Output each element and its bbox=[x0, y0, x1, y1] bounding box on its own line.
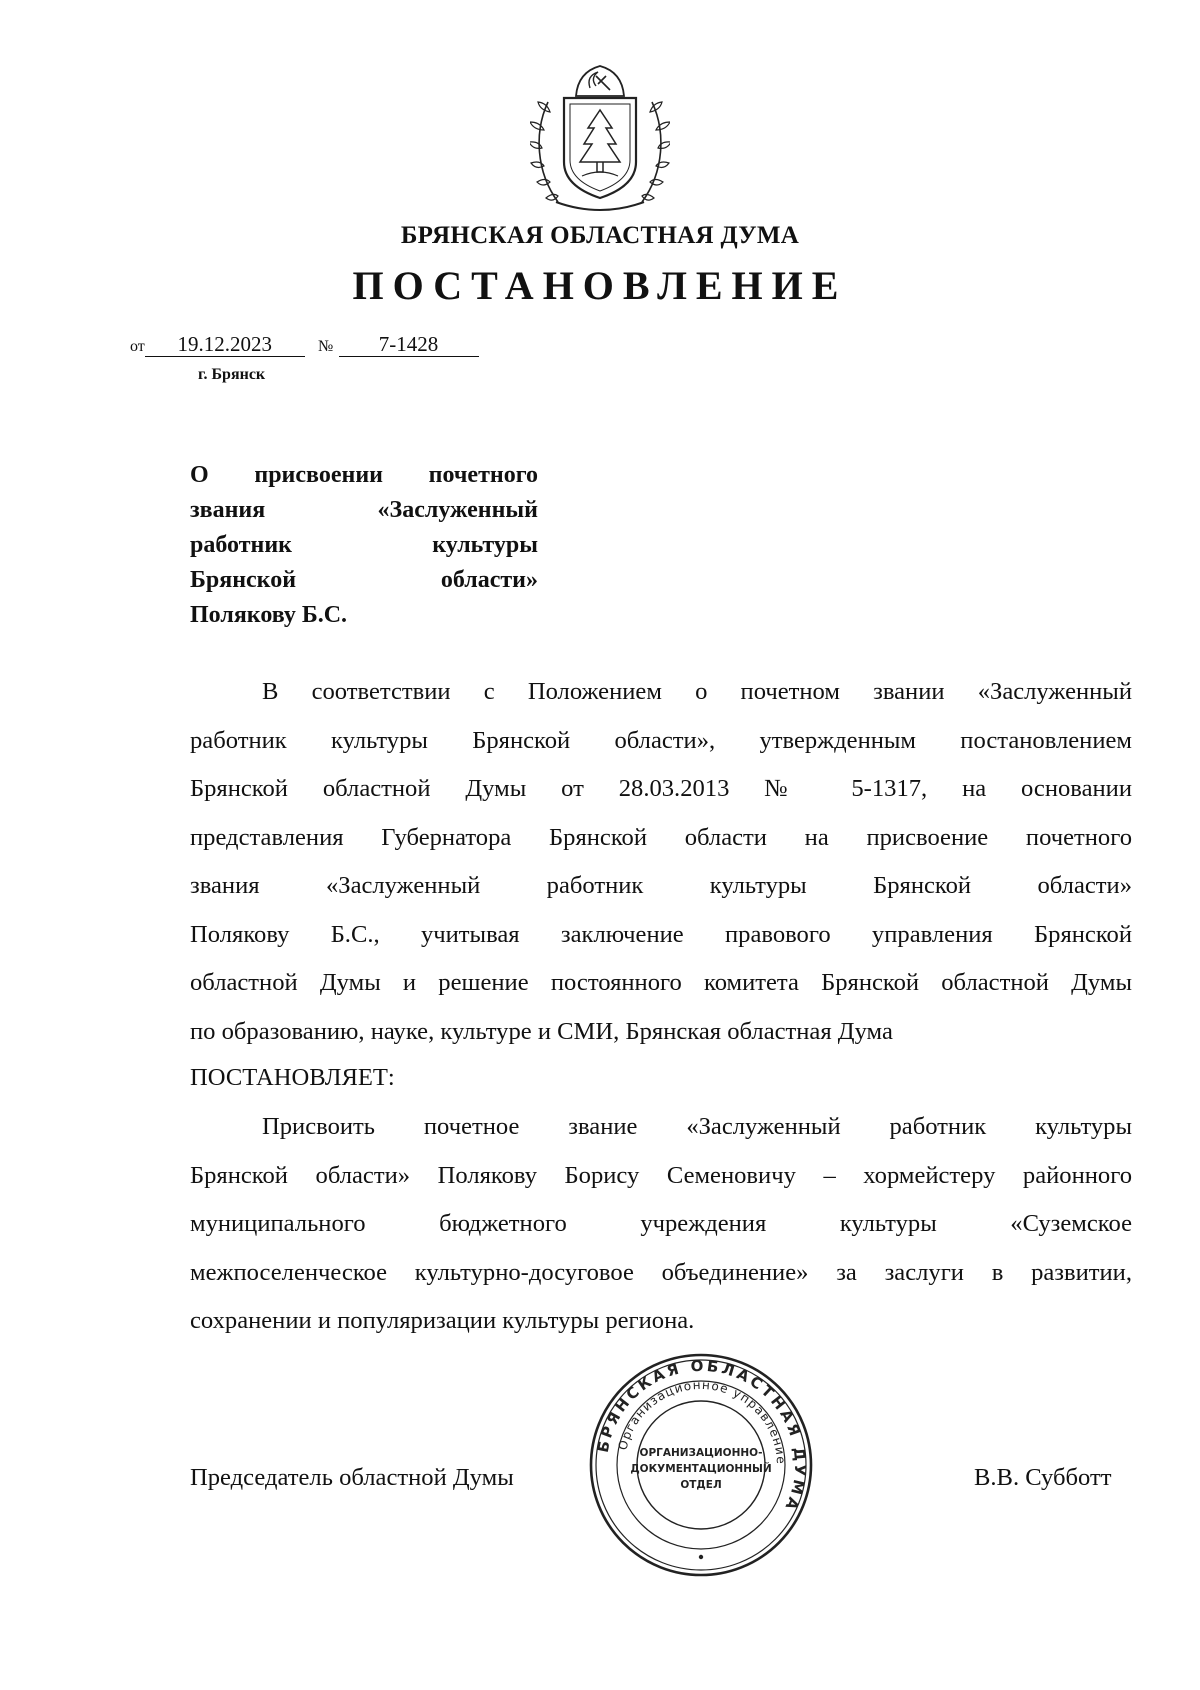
organization-name: БРЯНСКАЯ ОБЛАСТНАЯ ДУМА bbox=[400, 222, 800, 249]
signer-name: В.В. Субботт bbox=[974, 1464, 1112, 1491]
body-line: областной Думы и решение постоянного комитета Брянской областной Думы bbox=[190, 969, 1132, 996]
seal-star-dot bbox=[699, 1555, 703, 1559]
subject-line: звания «Заслуженный bbox=[190, 497, 538, 523]
city-label: г. Брянск bbox=[198, 366, 266, 383]
body-line: по образованию, науке, культуре и СМИ, Брянская областная Дума bbox=[190, 1017, 893, 1045]
body-paragraph-basis bbox=[190, 668, 1132, 1056]
subject-line: работник культуры bbox=[190, 532, 538, 558]
seal-center-line: ОРГАНИЗАЦИОННО- bbox=[639, 1447, 763, 1459]
body-line: межпоселенческое культурно-досуговое объединение» за заслуги в развитии, bbox=[190, 1258, 1132, 1286]
body-line: Полякову Б.С., учитывая заключение правового управления Брянской bbox=[190, 920, 1132, 948]
seal-outer-text: БРЯНСКАЯ ОБЛАСТНАЯ ДУМА bbox=[593, 1356, 810, 1516]
signer-position: Председатель областной Думы bbox=[190, 1464, 514, 1491]
date-prefix: от bbox=[130, 338, 145, 355]
body-line: В соответствии с Положением о почетном звании «Заслуженный bbox=[262, 678, 1132, 705]
document-date: 19.12.2023 bbox=[145, 332, 305, 357]
resolve-word: ПОСТАНОВЛЯЕТ: bbox=[190, 1064, 395, 1091]
seal-center-line: ДОКУМЕНТАЦИОННЫЙ bbox=[630, 1463, 772, 1475]
body-line: муниципального бюджетного учреждения культуры «Суземское bbox=[190, 1210, 1132, 1237]
seal-middle-text: Организационное управление bbox=[615, 1377, 789, 1466]
subject-line: Полякову Б.С. bbox=[190, 602, 348, 628]
official-seal-stamp bbox=[588, 1352, 814, 1578]
document-type-title: ПОСТАНОВЛЕНИЕ bbox=[352, 263, 848, 308]
seal-center-line: ОТДЕЛ bbox=[680, 1479, 722, 1491]
coat-of-arms-icon bbox=[530, 52, 670, 214]
body-line: Брянской области» Полякову Борису Семеновичу – хормейстеру районного bbox=[190, 1161, 1132, 1189]
number-prefix: № bbox=[318, 338, 334, 355]
subject-line: Брянской области» bbox=[190, 567, 538, 593]
body-line: Присвоить почетное звание «Заслуженный работник культуры bbox=[262, 1113, 1132, 1140]
body-line: представления Губернатора Брянской области на присвоение почетного bbox=[190, 823, 1132, 851]
resolve-heading bbox=[190, 1054, 1132, 1103]
body-line: сохранении и популяризации культуры региона. bbox=[190, 1307, 695, 1334]
document-subject bbox=[190, 458, 538, 633]
subject-line: О присвоении почетного bbox=[190, 462, 538, 488]
date-number-line bbox=[130, 332, 479, 357]
body-line: звания «Заслуженный работник культуры Брянской области» bbox=[190, 872, 1132, 899]
document-number: 7-1428 bbox=[339, 332, 479, 357]
body-paragraph-decision bbox=[190, 1103, 1132, 1346]
body-line: Брянской областной Думы от 28.03.2013 № 5-1317, на основании bbox=[190, 775, 1132, 802]
body-line: работник культуры Брянской области», утвержденным постановлением bbox=[190, 726, 1132, 754]
